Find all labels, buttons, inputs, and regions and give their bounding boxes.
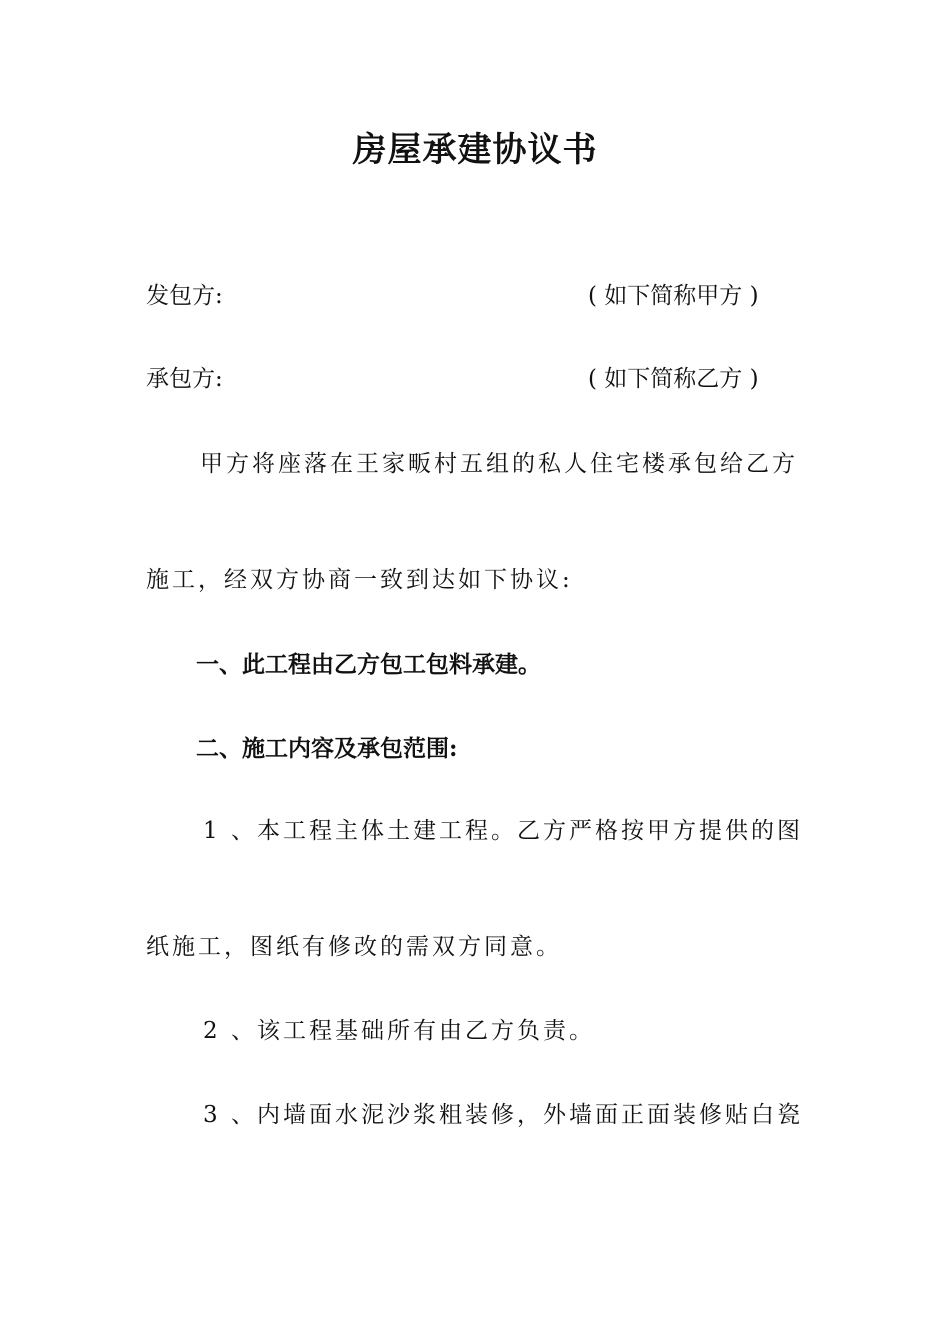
intro-line-2: 施工，经双方协商一致到达如下协议:	[146, 567, 573, 593]
item-2: 2 、该工程基础所有由乙方负责。	[203, 1018, 595, 1044]
item-3-line-1: 3 、内墙面水泥沙浆粗装修，外墙面正面装修贴白瓷	[203, 1102, 803, 1128]
item-1-line-2: 纸施工，图纸有修改的需双方同意。	[146, 934, 562, 960]
section-heading-1: 一、此工程由乙方包工包料承建。	[196, 651, 541, 678]
document-title: 房屋承建协议书	[352, 130, 598, 170]
employer-label: 发包方:	[146, 283, 223, 309]
contractor-label: 承包方:	[146, 366, 223, 392]
contractor-note: ( 如下简称乙方 )	[588, 366, 759, 392]
employer-note: ( 如下简称甲方 )	[588, 283, 759, 309]
item-1-line-1: 1 、本工程主体土建工程。乙方严格按甲方提供的图	[203, 818, 803, 844]
intro-line-1: 甲方将座落在王家畈村五组的私人住宅楼承包给乙方	[200, 451, 798, 477]
section-heading-2: 二、施工内容及承包范围:	[196, 735, 458, 762]
